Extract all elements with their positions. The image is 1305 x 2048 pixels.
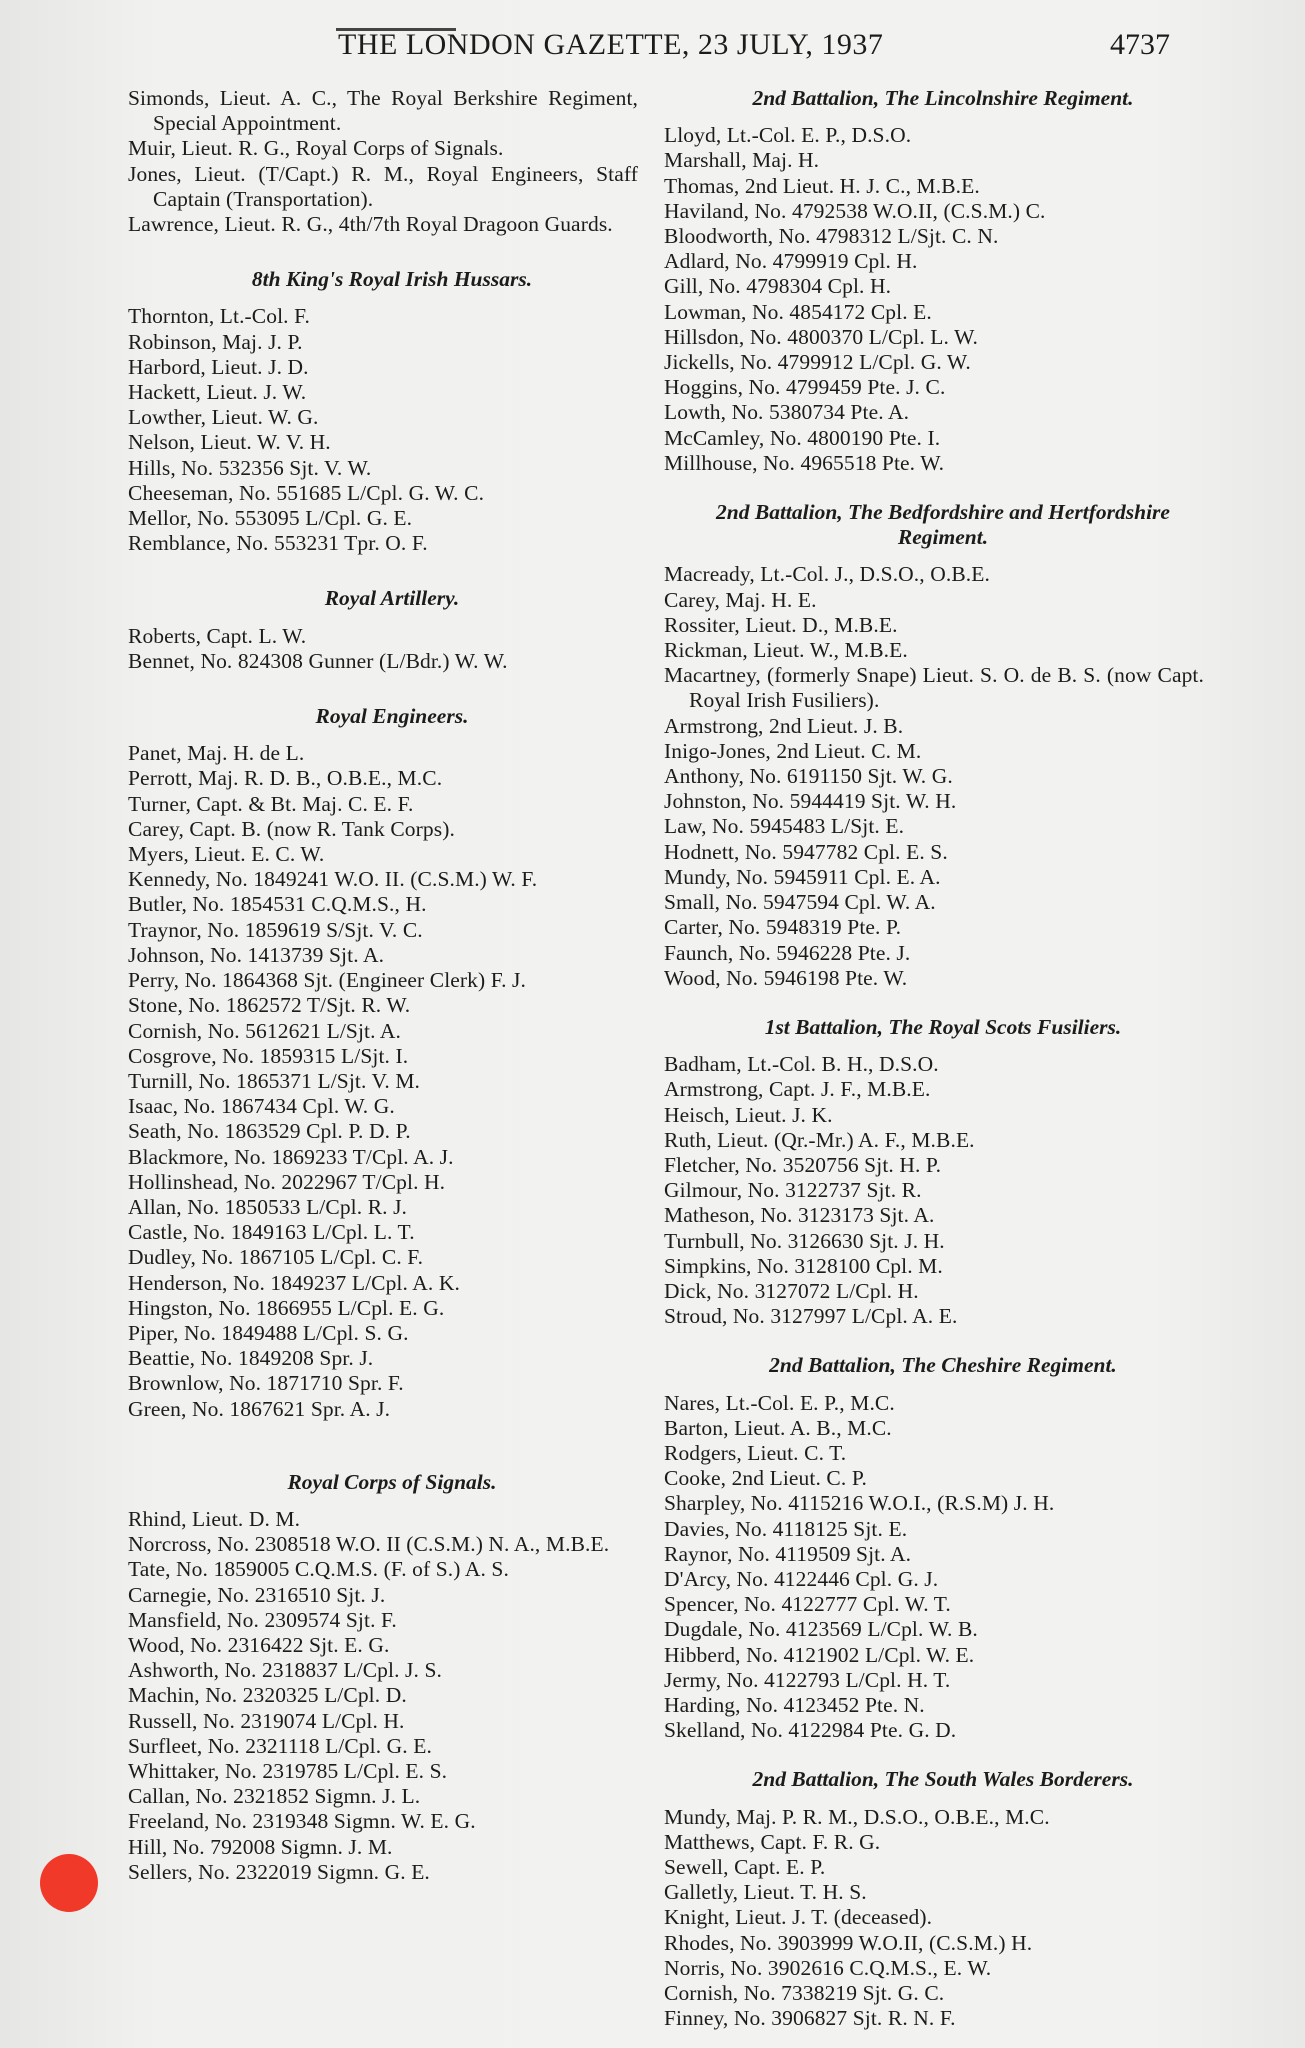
list-item: Hill, No. 792008 Sigmn. J. M. xyxy=(128,1834,393,1859)
list-item: Badham, Lt.-Col. B. H., D.S.O. xyxy=(664,1052,939,1077)
section-heading: 1st Battalion, The Royal Scots Fusiliers. xyxy=(764,1014,1122,1039)
list-item: Lowther, Lieut. W. G. xyxy=(128,405,319,430)
list-item: Matheson, No. 3123173 Sjt. A. xyxy=(664,1203,935,1228)
list-item: Brownlow, No. 1871710 Spr. F. xyxy=(128,1371,404,1396)
list-item: Roberts, Capt. L. W. xyxy=(128,623,307,648)
bedford-list xyxy=(664,562,1204,990)
list-item: Adlard, No. 4799919 Cpl. H. xyxy=(664,249,918,274)
list-item: Seath, No. 1863529 Cpl. P. D. P. xyxy=(128,1119,411,1144)
list-item: Simonds, Lieut. A. C., The Royal Berkshire Regiment, Special Appointment. xyxy=(128,86,638,136)
list-item: Surfleet, No. 2321118 L/Cpl. G. E. xyxy=(128,1733,432,1758)
list-item: Lawrence, Lieut. R. G., 4th/7th Royal Dragoon Guards. xyxy=(128,212,613,237)
list-item: Spencer, No. 4122777 Cpl. W. T. xyxy=(664,1592,951,1617)
list-item: Ashworth, No. 2318837 L/Cpl. J. S. xyxy=(128,1658,442,1683)
list-item: Norris, No. 3902616 C.Q.M.S., E. W. xyxy=(664,1955,992,1980)
list-item: Piper, No. 1849488 L/Cpl. S. G. xyxy=(128,1320,409,1345)
list-item: Isaac, No. 1867434 Cpl. W. G. xyxy=(128,1094,395,1119)
list-item: Macartney, (formerly Snape) Lieut. S. O. de B. S. (now Capt. Royal Irish Fusiliers). xyxy=(664,663,1204,713)
list-item: Jickells, No. 4799912 L/Cpl. G. W. xyxy=(664,350,971,375)
scots-list xyxy=(664,1052,1204,1329)
signals-list xyxy=(128,1507,638,1885)
page-header xyxy=(0,28,1305,68)
list-item: Rossiter, Lieut. D., M.B.E. xyxy=(664,612,898,637)
list-item: Armstrong, Capt. J. F., M.B.E. xyxy=(664,1077,931,1102)
list-item: Lowman, No. 4854172 Cpl. E. xyxy=(664,299,932,324)
list-item: Remblance, No. 553231 Tpr. O. F. xyxy=(128,531,428,556)
list-item: Dugdale, No. 4123569 L/Cpl. W. B. xyxy=(664,1617,978,1642)
list-item: Carey, Capt. B. (now R. Tank Corps). xyxy=(128,816,455,841)
list-item: Galletly, Lieut. T. H. S. xyxy=(664,1880,867,1905)
list-item: Lloyd, Lt.-Col. E. P., D.S.O. xyxy=(664,123,912,148)
list-item: Gill, No. 4798304 Cpl. H. xyxy=(664,274,892,299)
top-entries xyxy=(128,86,638,237)
list-item: Norcross, No. 2308518 W.O. II (C.S.M.) N. A., M.B.E. xyxy=(128,1532,610,1557)
list-item: Barton, Lieut. A. B., M.C. xyxy=(664,1415,892,1440)
list-item: Ruth, Lieut. (Qr.-Mr.) A. F., M.B.E. xyxy=(664,1127,975,1152)
list-item: Mundy, No. 5945911 Cpl. E. A. xyxy=(664,864,941,889)
list-item: Turner, Capt. & Bt. Maj. C. E. F. xyxy=(128,791,414,816)
section-heading: Royal Engineers. xyxy=(315,704,469,729)
list-item: Rodgers, Lieut. C. T. xyxy=(664,1440,847,1465)
list-item: Lowth, No. 5380734 Pte. A. xyxy=(664,400,910,425)
list-item: Turnbull, No. 3126630 Sjt. J. H. xyxy=(664,1228,945,1253)
list-item: Turnill, No. 1865371 L/Sjt. V. M. xyxy=(128,1068,421,1093)
list-item: Stroud, No. 3127997 L/Cpl. A. E. xyxy=(664,1304,958,1329)
list-item: Johnson, No. 1413739 Sjt. A. xyxy=(128,942,385,967)
list-item: Rhind, Lieut. D. M. xyxy=(128,1506,301,1531)
right-column xyxy=(664,86,1204,2031)
section-heading: 8th King's Royal Irish Hussars. xyxy=(251,267,533,292)
list-item: Nares, Lt.-Col. E. P., M.C. xyxy=(664,1390,895,1415)
list-item: Cornish, No. 5612621 L/Sjt. A. xyxy=(128,1018,401,1043)
list-item: Hackett, Lieut. J. W. xyxy=(128,380,307,405)
engineers-list xyxy=(128,741,638,1421)
list-item: Butler, No. 1854531 C.Q.M.S., H. xyxy=(128,892,427,917)
list-item: Johnston, No. 5944419 Sjt. W. H. xyxy=(664,789,957,814)
list-item: Cornish, No. 7338219 Sjt. G. C. xyxy=(664,1981,945,2006)
red-marker-dot xyxy=(40,1854,98,1912)
list-item: Hills, No. 532356 Sjt. V. W. xyxy=(128,455,372,480)
list-item: Davies, No. 4118125 Sjt. E. xyxy=(664,1516,908,1541)
list-item: Nelson, Lieut. W. V. H. xyxy=(128,430,331,455)
left-column xyxy=(128,86,638,1885)
list-item: Myers, Lieut. E. C. W. xyxy=(128,842,325,867)
list-item: Raynor, No. 4119509 Sjt. A. xyxy=(664,1541,912,1566)
section-heading: 2nd Battalion, The Lincolnshire Regiment. xyxy=(752,86,1134,110)
list-item: Thomas, 2nd Lieut. H. J. C., M.B.E. xyxy=(664,173,980,198)
list-item: Hollinshead, No. 2022967 T/Cpl. H. xyxy=(128,1169,446,1194)
list-item: Perrott, Maj. R. D. B., O.B.E., M.C. xyxy=(128,766,443,791)
list-item: Harbord, Lieut. J. D. xyxy=(128,354,309,379)
list-item: McCamley, No. 4800190 Pte. I. xyxy=(664,425,941,450)
list-item: Dick, No. 3127072 L/Cpl. H. xyxy=(664,1278,919,1303)
list-item: Harding, No. 4123452 Pte. N. xyxy=(664,1692,925,1717)
list-item: Traynor, No. 1859619 S/Sjt. V. C. xyxy=(128,917,423,942)
list-item: Allan, No. 1850533 L/Cpl. R. J. xyxy=(128,1194,408,1219)
list-item: Law, No. 5945483 L/Sjt. E. xyxy=(664,814,905,839)
list-item: Marshall, Maj. H. xyxy=(664,148,820,173)
list-item: Small, No. 5947594 Cpl. W. A. xyxy=(664,890,936,915)
list-item: Simpkins, No. 3128100 Cpl. M. xyxy=(664,1253,943,1278)
list-item: Russell, No. 2319074 L/Cpl. H. xyxy=(128,1708,405,1733)
list-item: Wood, No. 5946198 Pte. W. xyxy=(664,965,908,990)
list-item: Hillsdon, No. 4800370 L/Cpl. L. W. xyxy=(664,324,978,349)
list-item: Skelland, No. 4122984 Pte. G. D. xyxy=(664,1718,957,1743)
section-heading: 2nd Battalion, The Bedfordshire and Hertfordshire Regiment. xyxy=(716,500,1170,550)
section-heading: Royal Artillery. xyxy=(324,586,460,611)
list-item: Millhouse, No. 4965518 Pte. W. xyxy=(664,450,945,475)
list-item: Cooke, 2nd Lieut. C. P. xyxy=(664,1466,867,1491)
section-heading: 2nd Battalion, The South Wales Borderers. xyxy=(752,1767,1134,1792)
list-item: Hibberd, No. 4121902 L/Cpl. W. E. xyxy=(664,1642,975,1667)
list-item: Cosgrove, No. 1859315 L/Sjt. I. xyxy=(128,1043,409,1068)
list-item: Hodnett, No. 5947782 Cpl. E. S. xyxy=(664,839,948,864)
list-item: Mundy, Maj. P. R. M., D.S.O., O.B.E., M.C. xyxy=(664,1804,1050,1829)
list-item: Castle, No. 1849163 L/Cpl. L. T. xyxy=(128,1220,415,1245)
list-item: Finney, No. 3906827 Sjt. R. N. F. xyxy=(664,2006,956,2031)
lincoln-list xyxy=(664,123,1204,476)
list-item: Sellers, No. 2322019 Sigmn. G. E. xyxy=(128,1859,430,1884)
list-item: Macready, Lt.-Col. J., D.S.O., O.B.E. xyxy=(664,562,990,587)
list-item: Jones, Lieut. (T/Capt.) R. M., Royal Engineers, Staff Captain (Transportation). xyxy=(128,161,638,211)
list-item: Blackmore, No. 1869233 T/Cpl. A. J. xyxy=(128,1144,454,1169)
list-item: Carter, No. 5948319 Pte. P. xyxy=(664,915,902,940)
list-item: Carey, Maj. H. E. xyxy=(664,587,817,612)
list-item: Muir, Lieut. R. G., Royal Corps of Signals. xyxy=(128,136,504,161)
list-item: Perry, No. 1864368 Sjt. (Engineer Clerk) F. J. xyxy=(128,968,526,993)
list-item: Sewell, Capt. E. P. xyxy=(664,1855,826,1879)
list-item: Cheeseman, No. 551685 L/Cpl. G. W. C. xyxy=(128,480,485,505)
list-item: Fletcher, No. 3520756 Sjt. H. P. xyxy=(664,1152,942,1177)
list-item: Freeland, No. 2319348 Sigmn. W. E. G. xyxy=(128,1809,476,1834)
list-item: D'Arcy, No. 4122446 Cpl. G. J. xyxy=(664,1566,939,1591)
wales-list xyxy=(664,1805,1204,2032)
list-item: Green, No. 1867621 Spr. A. J. xyxy=(128,1396,391,1421)
list-item: Bennet, No. 824308 Gunner (L/Bdr.) W. W. xyxy=(128,648,508,673)
list-item: Panet, Maj. H. de L. xyxy=(128,741,305,766)
list-item: Hoggins, No. 4799459 Pte. J. C. xyxy=(664,375,946,400)
list-item: Inigo-Jones, 2nd Lieut. C. M. xyxy=(664,738,922,763)
list-item: Mellor, No. 553095 L/Cpl. G. E. xyxy=(128,506,413,531)
list-item: Henderson, No. 1849237 L/Cpl. A. K. xyxy=(128,1270,460,1295)
section-heading: Royal Corps of Signals. xyxy=(287,1469,497,1494)
list-item: Matthews, Capt. F. R. G. xyxy=(664,1829,881,1854)
list-item: Dudley, No. 1867105 L/Cpl. C. F. xyxy=(128,1245,424,1270)
list-item: Knight, Lieut. J. T. (deceased). xyxy=(664,1905,933,1930)
list-item: Bloodworth, No. 4798312 L/Sjt. C. N. xyxy=(664,224,999,249)
list-item: Jermy, No. 4122793 L/Cpl. H. T. xyxy=(664,1667,951,1692)
list-item: Callan, No. 2321852 Sigmn. J. L. xyxy=(128,1784,421,1809)
list-item: Armstrong, 2nd Lieut. J. B. xyxy=(664,713,904,738)
list-item: Robinson, Maj. J. P. xyxy=(128,329,303,354)
list-item: Haviland, No. 4792538 W.O.II, (C.S.M.) C. xyxy=(664,198,1046,223)
page-number: 4737 xyxy=(1110,28,1170,61)
cheshire-list xyxy=(664,1391,1204,1744)
list-item: Mansfield, No. 2309574 Sjt. F. xyxy=(128,1607,397,1632)
list-item: Machin, No. 2320325 L/Cpl. D. xyxy=(128,1683,407,1708)
list-item: Beattie, No. 1849208 Spr. J. xyxy=(128,1346,374,1371)
list-item: Rhodes, No. 3903999 W.O.II, (C.S.M.) H. xyxy=(664,1930,1033,1955)
list-item: Hingston, No. 1866955 L/Cpl. E. G. xyxy=(128,1295,445,1320)
list-item: Whittaker, No. 2319785 L/Cpl. E. S. xyxy=(128,1758,448,1783)
list-item: Thornton, Lt.-Col. F. xyxy=(128,304,310,329)
list-item: Carnegie, No. 2316510 Sjt. J. xyxy=(128,1582,386,1607)
list-item: Wood, No. 2316422 Sjt. E. G. xyxy=(128,1632,390,1657)
list-item: Stone, No. 1862572 T/Sjt. R. W. xyxy=(128,993,411,1018)
list-item: Tate, No. 1859005 C.Q.M.S. (F. of S.) A. S. xyxy=(128,1557,509,1582)
gazette-title: THE LONDON GAZETTE, 23 JULY, 1937 xyxy=(338,28,884,61)
artillery-list xyxy=(128,624,638,674)
list-item: Anthony, No. 6191150 Sjt. W. G. xyxy=(664,764,953,789)
list-item: Sharpley, No. 4115216 W.O.I., (R.S.M) J. H. xyxy=(664,1491,1055,1516)
list-item: Faunch, No. 5946228 Pte. J. xyxy=(664,940,911,965)
list-item: Kennedy, No. 1849241 W.O. II. (C.S.M.) W. F. xyxy=(128,867,538,892)
list-item: Gilmour, No. 3122737 Sjt. R. xyxy=(664,1178,922,1203)
hussars-list xyxy=(128,304,638,556)
section-heading: 2nd Battalion, The Cheshire Regiment. xyxy=(769,1353,1117,1378)
list-item: Rickman, Lieut. W., M.B.E. xyxy=(664,638,908,663)
list-item: Heisch, Lieut. J. K. xyxy=(664,1102,833,1127)
